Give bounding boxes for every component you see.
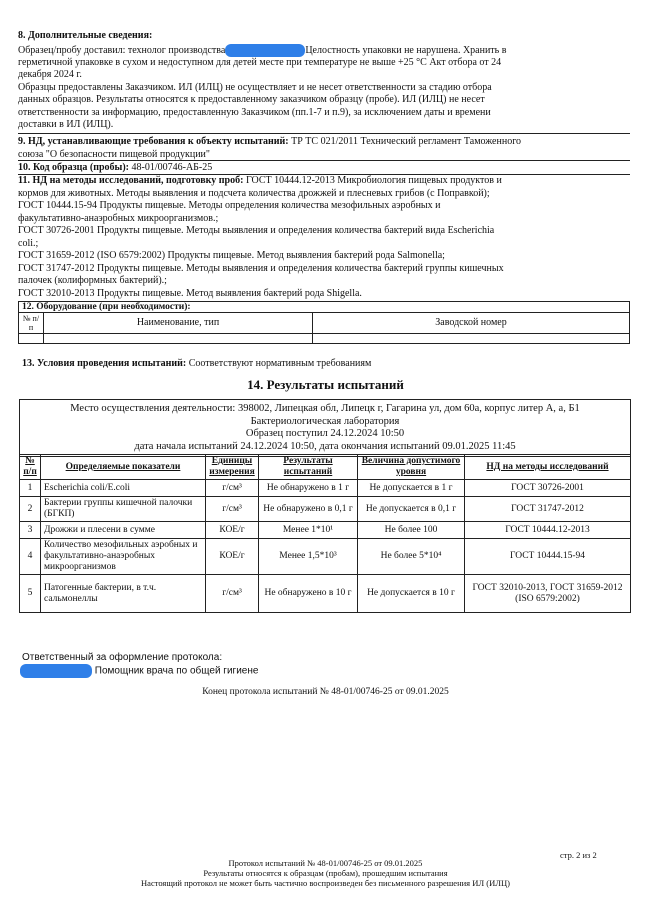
footer-line2: Результаты относятся к образцам (пробам), прошедшим испытания [203,868,448,878]
results-header-box [19,399,631,457]
section-9: 9. НД, устанавливающие требования к объекту испытаний: ТР ТС 021/2011 Технический регламент Таможенного союза "О безопасности пищевой продукции" [18,136,522,160]
section-13: 13. Условия проведения испытаний: Соответствуют нормативным требованиям [22,358,372,369]
th-method: НД на методы исследований [465,455,631,480]
footer-line3: Настоящий протокол не может быть частично воспроизведен без письменного разрешения ИЛ (ИЛЦ) [141,878,510,888]
equipment-table [18,301,630,344]
th-units: Единицы измерения [206,455,259,480]
th-num: № п/п [20,455,41,480]
th-indicator: Определяемые показатели [41,455,206,480]
responsible-position: Помощник врача по общей гигиене [94,665,259,677]
table-row: 3 Дрожжи и плесени в сумме КОЕ/г Менее 1*10¹ Не более 100 ГОСТ 10444.12-2013 [20,522,631,539]
section-8 [18,30,628,132]
responsible-line [20,664,258,679]
table-row: 5 Патогенные бактерии, в т.ч. сальмонеллы г/см³ Не обнаружено в 10 г Не допускается в 10 г ГОСТ 32010-2013, ГОСТ 31659-2012 (ISO 6579:2002) [20,575,631,613]
sample-code: 48-01/00746-АБ-25 [131,162,213,173]
table-row: 4 Количество мезофильных аэробных и факультативно-анаэробных микроорганизмов КОЕ/г Менее 1,5*10³ Не более 5*10⁴ ГОСТ 10444.15-94 [20,539,631,575]
page-number: стр. 2 из 2 [560,850,597,860]
redacted-name [20,664,92,678]
responsible-label: Ответственный за оформление протокола: [22,652,223,663]
section-8-line7: доставки в ИЛ (ИЛЦ). [18,119,114,131]
section-8-title: 8. Дополнительные сведения: [18,30,153,41]
divider [18,160,630,161]
section-8-line6: ответственности за информацию, предоставленную Заказчиком (пп.1-7 и п.9), за исключением даты и времени [18,106,491,118]
end-of-protocol: Конец протокола испытаний № 48-01/00746-25 от 09.01.2025 [202,687,449,697]
th-allowed: Величина допустимого уровня [358,455,465,480]
section-8-line1: Образец/пробу доставил: технолог производства Целостность упаковки не нарушена. Хранить в [18,44,507,56]
section-8-line3: декабря 2024 г. [18,69,82,81]
col-serial: Заводской номер [313,313,630,334]
section-8-line5: данных образцов. Результаты относятся к предоставленному заказчиком образцу (пробе). ИЛ (ИЛЦ) не несет [18,94,485,106]
footer-line1: Протокол испытаний № 48-01/00746-25 от 09.01.2025 [228,858,423,868]
section-12-title: 12. Оборудование (при необходимости): [19,302,630,313]
redacted-name [225,44,305,57]
results-header: Место осуществления деятельности: 398002, Липецкая обл, Липецк г, Гагарина ул, дом 60а, корпус литер А, а, Б1 Бактериологическая лаборатория Образец поступил 24.12.2024 10:50 дата начала испытаний 24.12.2024 10:50, дата окончания испытаний 09.01.2025 11:45 [20,400,631,457]
col-name: Наименование, тип [44,313,313,334]
table-row: 2 Бактерии группы кишечной палочки (БГКП) г/см³ Не обнаружено в 0,1 г Не допускается в 0,1 г ГОСТ 31747-2012 [20,497,631,522]
section-10: 10. Код образца (пробы): 48-01/00746-АБ-25 [18,162,213,173]
results-title: 14. Результаты испытаний [247,377,404,392]
table-row: 1 Escherichia coli/E.coli г/см³ Не обнаружено в 1 г Не допускается в 1 г ГОСТ 30726-2001 [20,480,631,497]
th-results: Результаты испытаний [259,455,358,480]
section-11: 11. НД на методы исследований, подготовку проб: ГОСТ 10444.12-2013 Микробиология пищевых продуктов и кормов для животных. Методы выявления и подсчета количества дрожжей и плесневых грибов (с Поправкой); ГОСТ 10444.15-94 Продукты пищевые. Методы определения количества мезофильных аэробных и факультативно-анаэробных микроорганизмов.; ГОСТ 30726-2001 Продукты пищевые. Методы выявления и определения количества бактерий вида Escherichia coli.; ГОСТ 31659-2012 (ISO 6579:2002) Продукты пищевые. Метод выявления бактерий рода Salmonella; ГОСТ 31747-2012 Продукты пищевые. Методы выявления и определения количества бактерий группы кишечных палочек (колиформных бактерий).; ГОСТ 32010-2013 Продукты пищевые. Метод выявления бактерий рода Shigella. [18,175,504,299]
section-8-line4: Образцы предоставлены Заказчиком. ИЛ (ИЛЦ) не осуществляет и не несет ответственности за стадию отбора [18,81,492,93]
divider [18,133,630,134]
col-num: № п/п [19,313,44,334]
results-table [19,454,631,613]
section-8-line2: герметичной упаковке в сухом и недоступном для детей месте при температуре не выше +25 °С Акт отбора от 24 [18,56,502,68]
